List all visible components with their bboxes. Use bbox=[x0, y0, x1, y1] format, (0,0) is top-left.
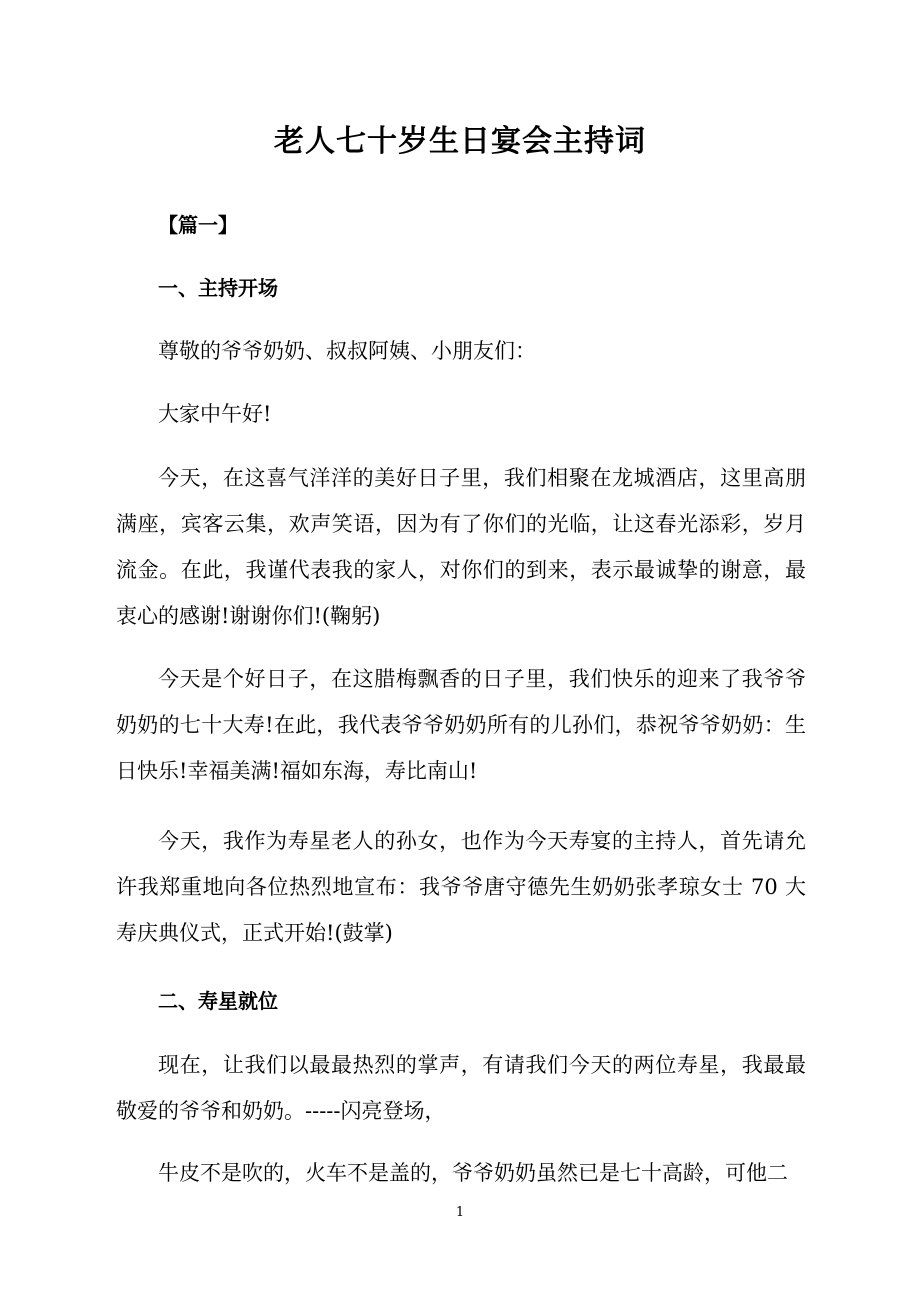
page-number: 1 bbox=[455, 1205, 465, 1220]
greeting-line: 尊敬的爷爷奶奶、叔叔阿姨、小朋友们： bbox=[158, 339, 536, 363]
document-title: 老人七十岁生日宴会主持词 bbox=[274, 124, 646, 159]
section-label: 【篇一】 bbox=[158, 213, 238, 237]
heading-star-seating: 二、寿星就位 bbox=[158, 989, 278, 1013]
heading-opening: 一、主持开场 bbox=[158, 276, 278, 300]
paragraph-3: 今天，我作为寿星老人的孙女，也作为今天寿宴的主持人，首先请允许我郑重地向各位热烈地宣布：我爷爷唐守德先生奶奶张孝琼女士 70 大寿庆典仪式，正式开始!(鼓掌) bbox=[116, 829, 806, 945]
paragraph-1: 今天，在这喜气洋洋的美好日子里，我们相聚在龙城酒店，这里高朋满座，宾客云集，欢声笑语，因为有了你们的光临，让这春光添彩，岁月流金。在此，我谨代表我的家人，对你们的到来，表示最诚挚的谢意，最衷心的感谢!谢谢你们!(鞠躬) bbox=[116, 466, 806, 628]
paragraph-4: 现在，让我们以最最热烈的掌声，有请我们今天的两位寿星，我最最敬爱的爷爷和奶奶。-----闪亮登场， bbox=[116, 1053, 806, 1123]
paragraph-5: 牛皮不是吹的，火车不是盖的，爷爷奶奶虽然已是七十高龄，可他二 bbox=[158, 1161, 788, 1185]
paragraph-2: 今天是个好日子，在这腊梅飘香的日子里，我们快乐的迎来了我爷爷奶奶的七十大寿!在此，我代表爷爷奶奶所有的儿孙们，恭祝爷爷奶奶：生日快乐!幸福美满!福如东海，寿比南山! bbox=[116, 667, 806, 783]
hello-line: 大家中午好! bbox=[158, 402, 272, 426]
